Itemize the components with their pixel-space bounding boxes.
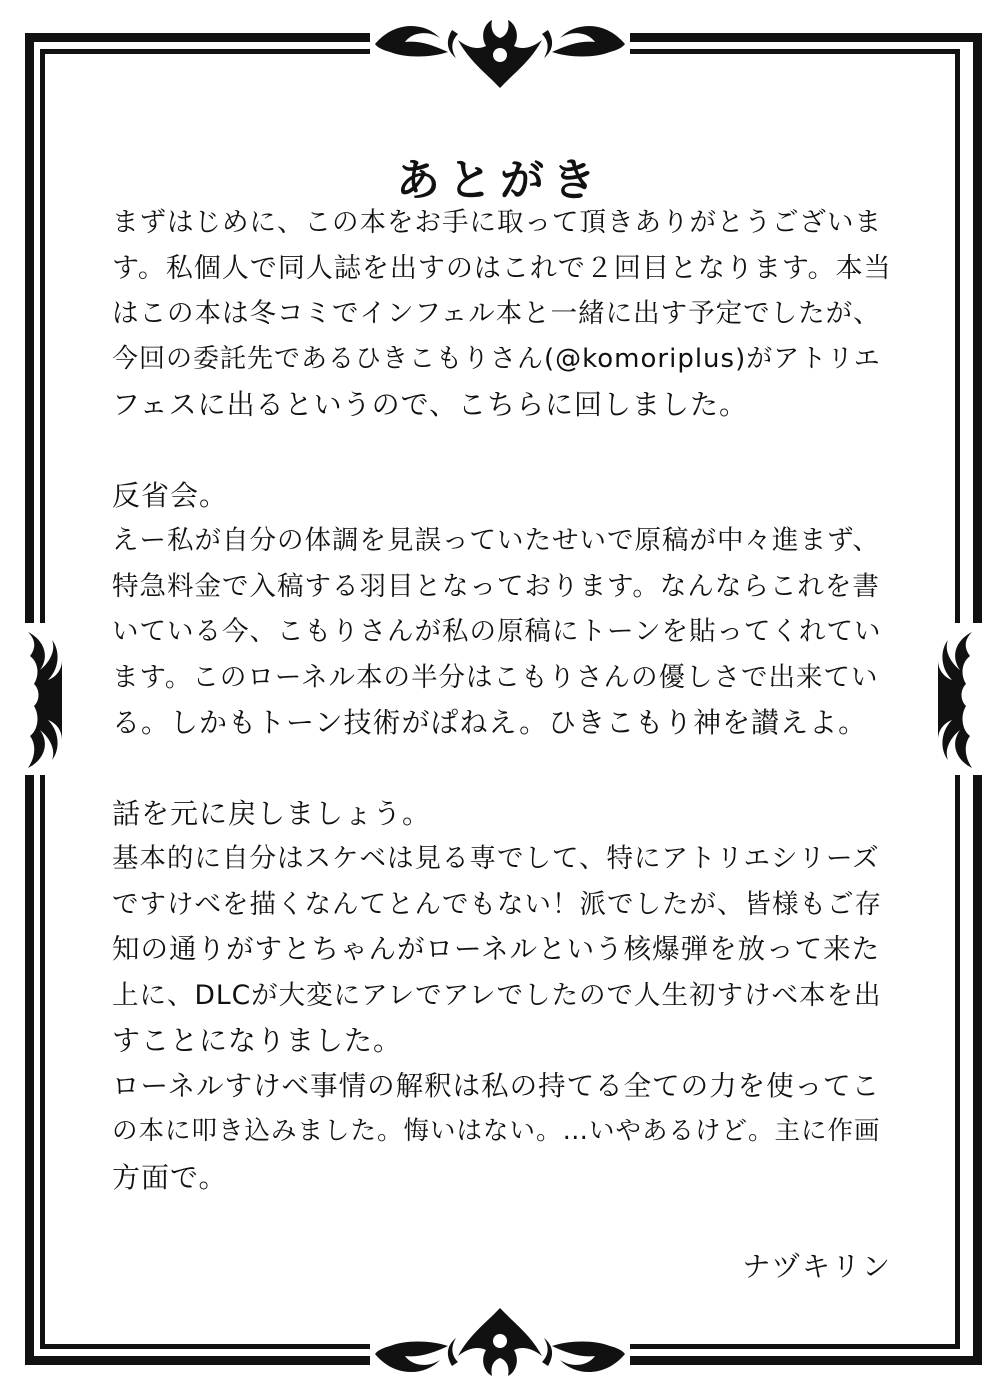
text-line: 今回の委託先であるひきこもりさん(@komoriplus)がアトリエ — [112, 343, 881, 374]
text-line: いている今、こもりさんが私の原稿にトーンを貼ってくれてい — [112, 616, 882, 647]
text-line: 知の通りがすとちゃんがローネルという核爆弾を放って来た — [112, 933, 881, 965]
text-line: す。私個人で同人誌を出すのはこれで２回目となります。本当 — [112, 252, 892, 284]
text-line: すことになりました。 — [112, 1024, 403, 1057]
afterword-body — [112, 200, 892, 1245]
text-line: まずはじめに、この本をお手に取って頂きありがとうございま — [112, 207, 882, 238]
right-side-ornament — [938, 632, 972, 768]
text-line: 話を元に戻しましょう。 — [112, 796, 432, 830]
paragraph-main — [112, 791, 892, 1201]
text-line: えー私が自分の体調を見誤っていたせいで原稿が中々進まず、 — [112, 525, 880, 556]
paragraph-intro — [112, 200, 892, 428]
left-side-ornament — [28, 632, 62, 768]
text-line: 反省会。 — [112, 478, 229, 512]
author-signature: ナヅキリン — [742, 1250, 892, 1283]
bottom-ornament — [375, 1308, 625, 1376]
paragraph-reflection — [112, 473, 892, 746]
page-title: あとがき — [396, 155, 604, 207]
text-line: ます。このローネル本の半分はこもりさんの優しさで出来てい — [112, 661, 879, 693]
text-line: 上に、DLCが大変にアレでアレでしたので人生初すけべ本を出 — [112, 979, 882, 1011]
text-line: る。しかもトーン技術がぱねえ。ひきこもり神を讃えよ。 — [112, 706, 868, 739]
text-line: 特急料金で入稿する羽目となっております。なんならこれを書 — [112, 570, 880, 602]
text-line: ですけべを描くなんてとんでもない！派でしたが、皆様もご存 — [112, 888, 882, 920]
top-ornament — [375, 20, 625, 88]
text-line: はこの本は冬コミでインフェル本と一緒に出す予定でしたが、 — [112, 298, 881, 329]
text-line: フェスに出るというので、こちらに回しました。 — [112, 388, 749, 421]
text-line: 基本的に自分はスケベは見る専でして、特にアトリエシリーズ — [112, 843, 880, 874]
text-line: の本に叩き込みました。悔いはない。…いやあるけど。主に作画 — [112, 1116, 881, 1146]
text-line: 方面で。 — [112, 1160, 228, 1194]
text-line: ローネルすけべ事情の解釈は私の持てる全ての力を使ってこ — [112, 1069, 881, 1102]
